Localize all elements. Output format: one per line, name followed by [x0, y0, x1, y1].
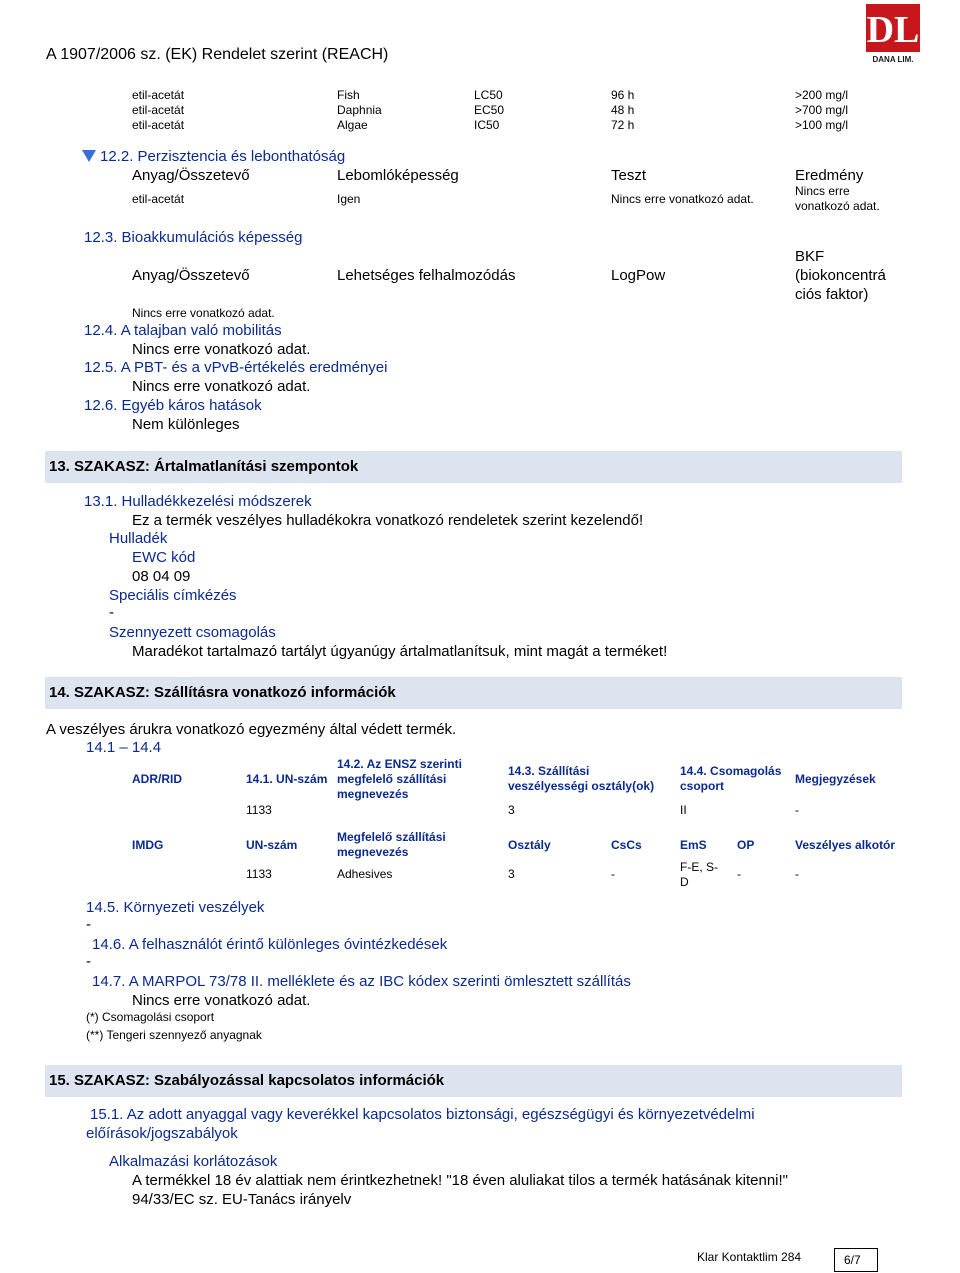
section-12-3-heading: 12.3. Bioakkumulációs képesség	[84, 229, 303, 246]
cell: 3	[508, 867, 515, 881]
section-12-6-heading: 12.6. Egyéb káros hatások	[84, 397, 262, 414]
section-15-title: 15. SZAKASZ: Szabályozással kapcsolatos információk	[49, 1072, 445, 1089]
cell: 1133	[246, 803, 272, 817]
col-header: (biokoncentrá	[795, 267, 886, 284]
subheading: Speciális címkézés	[109, 587, 237, 604]
note: Nincs erre vonatkozó adat.	[132, 306, 275, 320]
toxicity-cell: EC50	[474, 103, 505, 117]
cell: II	[680, 803, 687, 817]
col-header: veszélyességi osztály(ok)	[508, 779, 655, 793]
col-header: 14.2. Az ENSZ szerinti	[337, 757, 462, 771]
toxicity-cell: Daphnia	[337, 103, 382, 117]
toxicity-cell: etil-acetát	[132, 103, 185, 117]
section-text: A termékkel 18 év alattiak nem érintkezhetnek! "18 éven aluliakat tilos a termék hatásának kitenni!"	[132, 1172, 789, 1189]
value: -	[86, 953, 91, 970]
col-header: Veszélyes alkotór	[795, 838, 896, 852]
section-13-1-heading: 13.1. Hulladékkezelési módszerek	[84, 493, 312, 510]
cell: 1133	[246, 867, 272, 881]
section-14-bar	[45, 677, 902, 709]
col-header: Eredmény	[795, 167, 864, 184]
toxicity-cell: >700 mg/l	[795, 103, 849, 117]
toxicity-cell: 48 h	[611, 103, 635, 117]
col-header: UN-szám	[246, 838, 298, 852]
cell: F-E, S-	[680, 860, 718, 874]
cell: Igen	[337, 192, 361, 206]
toxicity-cell: LC50	[474, 88, 503, 102]
section-12-2-heading: 12.2. Perzisztencia és lebonthatóság	[100, 148, 346, 165]
intro-text: A veszélyes árukra vonatkozó egyezmény által védett termék.	[46, 721, 457, 738]
col-header: megnevezés	[337, 787, 409, 801]
imdg-label: IMDG	[132, 838, 164, 852]
col-header: megfelelő szállítási	[337, 772, 447, 786]
col-header: megnevezés	[337, 845, 409, 859]
section-12-5-heading: 12.5. A PBT- és a vPvB-értékelés eredményei	[84, 359, 388, 376]
cell: -	[611, 867, 615, 881]
svg-text:DL: DL	[866, 9, 920, 51]
svg-text:DANA LIM.: DANA LIM.	[872, 55, 914, 64]
col-header: LogPow	[611, 267, 666, 284]
triangle-down-icon	[82, 150, 96, 162]
col-header: Lebomlóképesség	[337, 167, 459, 184]
section-14-title: 14. SZAKASZ: Szállításra vonatkozó információk	[49, 684, 396, 701]
section-text: Nem különleges	[132, 416, 240, 433]
col-header: CsCs	[611, 838, 642, 852]
subheading: 14.1 – 14.4	[86, 739, 162, 756]
section-14-5-heading: 14.5. Környezeti veszélyek	[86, 899, 265, 916]
subheading: Alkalmazási korlátozások	[109, 1153, 278, 1170]
section-text: 94/33/EC sz. EU-Tanács irányelv	[132, 1191, 352, 1208]
col-header: Anyag/Összetevő	[132, 167, 250, 184]
section-15-1-heading: 15.1. Az adott anyaggal vagy keverékkel kapcsolatos biztonsági, egészségügyi és környezetvédelmi	[90, 1106, 755, 1123]
subheading: Szennyezett csomagolás	[109, 624, 276, 641]
toxicity-cell: Fish	[337, 88, 360, 102]
value: Nincs erre vonatkozó adat.	[132, 992, 311, 1009]
footnote: (*) Csomagolási csoport	[86, 1010, 215, 1024]
page-number-box	[834, 1248, 878, 1272]
value: -	[109, 604, 114, 621]
col-header: OP	[737, 838, 755, 852]
cell: D	[680, 875, 689, 889]
section-text: Maradékot tartalmazó tartályt úgyanúgy ártalmatlanítsuk, mint magát a terméket!	[132, 643, 668, 660]
toxicity-cell: etil-acetát	[132, 118, 185, 132]
label: EWC kód	[132, 549, 196, 566]
value: -	[86, 916, 91, 933]
page-number: 6/7	[844, 1253, 861, 1267]
col-header: 14.3. Szállítási	[508, 764, 590, 778]
toxicity-cell: 72 h	[611, 118, 635, 132]
cell: vonatkozó adat.	[795, 199, 880, 213]
cell: 3	[508, 803, 515, 817]
footnote: (**) Tengeri szennyező anyagnak	[86, 1028, 262, 1042]
value: 08 04 09	[132, 568, 191, 585]
col-header: Osztály	[508, 838, 551, 852]
toxicity-cell: >100 mg/l	[795, 118, 849, 132]
col-header: BKF	[795, 248, 825, 265]
toxicity-cell: etil-acetát	[132, 88, 185, 102]
col-header: Megjegyzések	[795, 772, 876, 786]
cell: Nincs erre	[795, 184, 850, 198]
section-15-bar	[45, 1065, 902, 1097]
dana-lim-logo	[866, 4, 920, 64]
section-13-title: 13. SZAKASZ: Ártalmatlanítási szempontok	[49, 458, 359, 475]
toxicity-cell: >200 mg/l	[795, 88, 849, 102]
section-14-6-heading: 14.6. A felhasználót érintő különleges óvintézkedések	[92, 936, 448, 953]
section-text: Ez a termék veszélyes hulladékokra vonatkozó rendeletek szerint kezelendő!	[132, 512, 644, 529]
cell: Adhesives	[337, 867, 393, 881]
col-header: Anyag/Összetevő	[132, 267, 250, 284]
section-12-4-heading: 12.4. A talajban való mobilitás	[84, 322, 282, 339]
col-header: Megfelelő szállítási	[337, 830, 446, 844]
col-header: EmS	[680, 838, 707, 852]
adr-label: ADR/RID	[132, 772, 182, 786]
toxicity-cell: IC50	[474, 118, 500, 132]
col-header: csoport	[680, 779, 725, 793]
cell: Nincs erre vonatkozó adat.	[611, 192, 754, 206]
col-header: ciós faktor)	[795, 286, 869, 303]
toxicity-cell: 96 h	[611, 88, 635, 102]
toxicity-cell: Algae	[337, 118, 368, 132]
footer-product: Klar Kontaktlim 284	[697, 1250, 802, 1264]
section-text: Nincs erre vonatkozó adat.	[132, 341, 311, 358]
subheading: Hulladék	[109, 530, 168, 547]
document-header-title: A 1907/2006 sz. (EK) Rendelet szerint (REACH)	[46, 46, 389, 63]
cell: -	[795, 867, 799, 881]
col-header: 14.4. Csomagolás	[680, 764, 782, 778]
col-header: Lehetséges felhalmozódás	[337, 267, 516, 284]
cell: -	[737, 867, 741, 881]
section-14-7-heading: 14.7. A MARPOL 73/78 II. melléklete és az IBC kódex szerinti ömlesztett szállítás	[92, 973, 631, 990]
col-header: Teszt	[611, 167, 647, 184]
col-header: 14.1. UN-szám	[246, 772, 328, 786]
section-text: Nincs erre vonatkozó adat.	[132, 378, 311, 395]
section-13-bar	[45, 451, 902, 483]
cell: -	[795, 803, 799, 817]
cell: etil-acetát	[132, 192, 185, 206]
section-15-1-heading-cont: előírások/jogszabályok	[86, 1125, 238, 1142]
